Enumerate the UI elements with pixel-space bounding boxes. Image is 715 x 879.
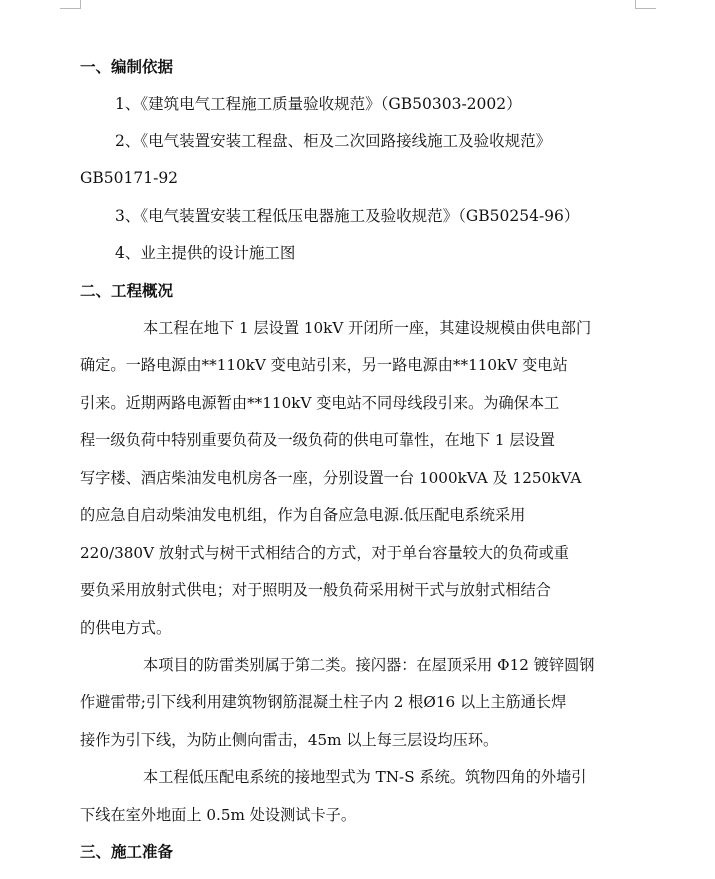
section-heading: 一、编制依据	[80, 58, 174, 76]
paragraph-line: 确定。一路电源由**110kV 变电站引来，另一路电源由**110kV 变电站	[80, 356, 568, 374]
paragraph-line: 的应急自启动柴油发电机组，作为自备应急电源.低压配电系统采用	[80, 506, 526, 524]
paragraph-line: 220/380V 放射式与树干式相结合的方式，对于单台容量较大的负荷或重	[80, 544, 569, 562]
reference-item: 3、《电气装置安装工程低压电器施工及验收规范》（GB50254-96）	[115, 207, 580, 225]
page-corner-mark	[60, 0, 81, 9]
paragraph-line: 本项目的防雷类别属于第二类。接闪器：在屋顶采用 Φ12 镀锌圆钢	[143, 656, 595, 674]
paragraph-line: 引来。近期两路电源暂由**110kV 变电站不同母线段引来。为确保本工	[80, 394, 560, 412]
reference-item: 1、《建筑电气工程施工质量验收规范》（GB50303-2002）	[115, 95, 522, 113]
paragraph-line: 写字楼、酒店柴油发电机房各一座，分别设置一台 1000kVA 及 1250kVA	[80, 469, 582, 487]
paragraph-line: 接作为引下线，为防止侧向雷击，45m 以上每三层设均压环。	[80, 731, 499, 749]
page-corner-mark	[635, 0, 656, 9]
reference-item: 4、业主提供的设计施工图	[115, 244, 296, 262]
section-heading: 三、施工准备	[80, 843, 174, 861]
paragraph-line: 的供电方式。	[80, 619, 172, 637]
paragraph-line: 程一级负荷中特别重要负荷及一级负荷的供电可靠性，在地下 1 层设置	[80, 431, 555, 449]
paragraph-line: 本工程在地下 1 层设置 10kV 开闭所一座，其建设规模由供电部门	[143, 319, 592, 337]
section-heading: 二、工程概况	[80, 282, 174, 300]
paragraph-line: 作避雷带;引下线利用建筑物钢筋混凝土柱子内 2 根Ø16 以上主筋通长焊	[80, 693, 567, 711]
paragraph-line: 要负采用放射式供电；对于照明及一般负荷采用树干式与放射式相结合	[80, 581, 551, 599]
paragraph-line: 下线在室外地面上 0.5m 处设测试卡子。	[80, 806, 357, 824]
reference-item-continued: GB50171-92	[80, 169, 179, 187]
paragraph-line: 本工程低压配电系统的接地型式为 TN-S 系统。筑物四角的外墙引	[143, 768, 587, 786]
reference-item	[115, 131, 631, 151]
reference-item-text: 2、《电气装置安装工程盘、柜及二次回路接线施工及验收规范》	[115, 132, 552, 150]
